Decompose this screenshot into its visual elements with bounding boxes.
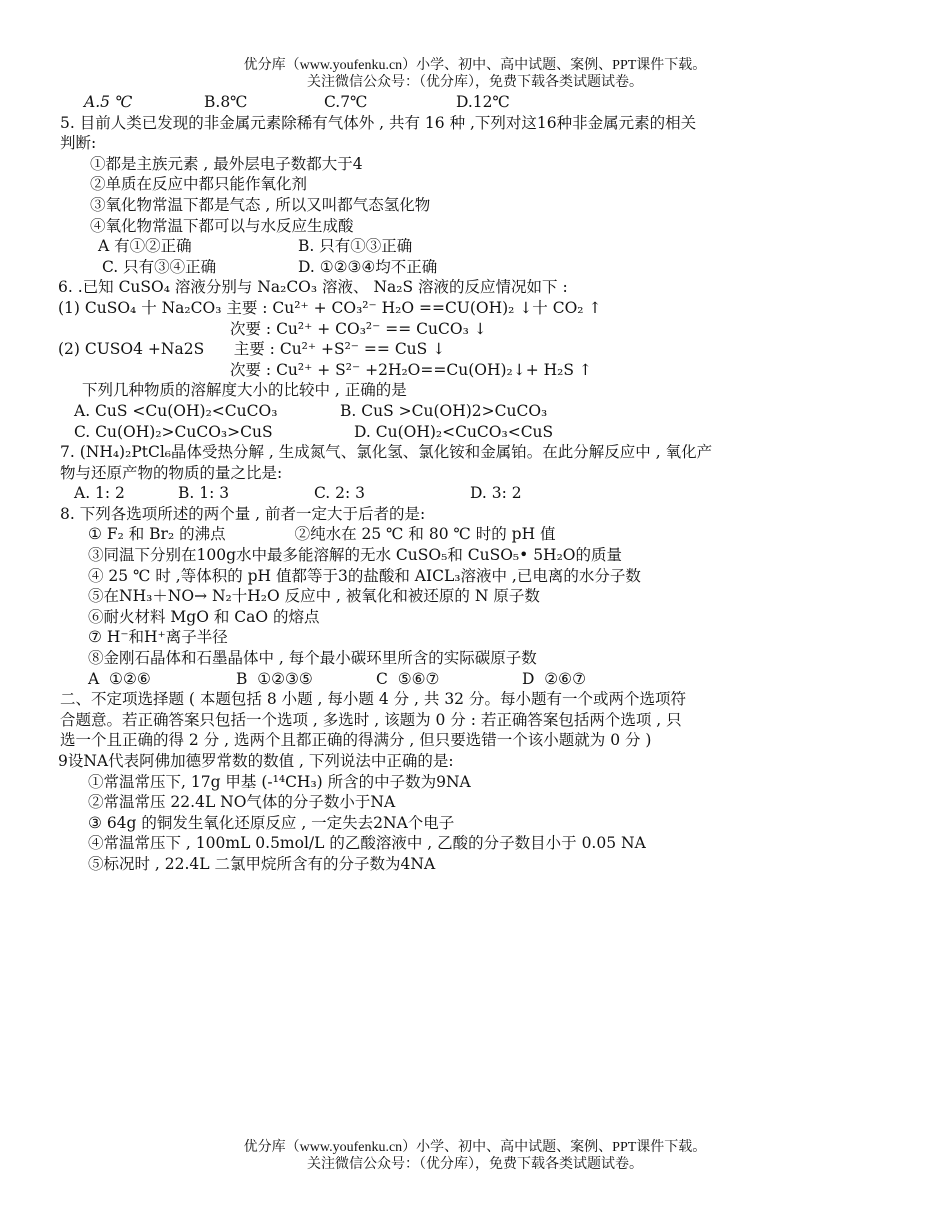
q8-option-b: B ①②③⑤ (236, 669, 313, 688)
q5-options-row-1 (60, 236, 890, 257)
q6-option-d: D. Cu(OH)₂<CuCO₃<CuS (354, 422, 554, 441)
q4-option-b: B.8℃ (204, 93, 248, 111)
footer-line-1: 优分库（www.youfenku.cn）小学、初中、高中试题、案例、PPT课件下载。 (243, 1140, 707, 1155)
q5-item-1: ①都是主族元素 , 最外层电子数都大于4 (90, 154, 363, 173)
q5-stem-line-1: 5. 目前人类已发现的非金属元素除稀有气体外 , 共有 16 种 ,下列对这16种非金属元素的相关 (60, 113, 697, 132)
q8-item-3: ③同温下分别在100g水中最多能溶解的无水 CuSO₅和 CuSO₅• 5H₂O的质量 (88, 546, 622, 565)
footer-line-2: 关注微信公众号：（优分库），免费下载各类试题试卷。 (307, 1157, 643, 1172)
q5-item-2: ②单质在反应中都只能作氧化剂 (90, 175, 308, 194)
q4-option-d: D.12℃ (456, 93, 510, 111)
q4-option-a: A.5 ℃ (84, 93, 133, 111)
page-header (0, 57, 950, 91)
q7-options (60, 483, 890, 504)
q9-item-5: ⑤标况时 , 22.4L 二氯甲烷所含有的分子数为4NA (88, 854, 436, 873)
q5-option-b: B. 只有①③正确 (298, 237, 413, 256)
header-line-2: 关注微信公众号：（优分库），免费下载各类试题试卷。 (307, 75, 643, 90)
q8-item-5: ⑤在NH₃＋NO→ N₂十H₂O 反应中 , 被氧化和被还原的 N 原子数 (88, 587, 540, 606)
q8-item-6: ⑥耐火材料 MgO 和 CaO 的熔点 (88, 607, 320, 626)
q8-options (60, 669, 890, 690)
q8-option-d: D ②⑥⑦ (522, 669, 586, 688)
q8-stem: 8. 下列各选项所述的两个量 , 前者一定大于后者的是: (60, 504, 426, 523)
q6-stem: 6. .已知 CuSO₄ 溶液分别与 Na₂CO₃ 溶液、 Na₂S 溶液的反应情况如下 : (58, 278, 568, 297)
q6-option-a: A. CuS <Cu(OH)₂<CuCO₃ (74, 401, 278, 420)
q4-options (60, 92, 890, 113)
q7-stem-line-1: 7. (NH₄)₂PtCl₆晶体受热分解 , 生成氮气、氯化氢、氯化铵和金属铂。在此分解反应中 , 氧化产 (60, 443, 713, 462)
q7-option-d: D. 3: 2 (470, 484, 522, 503)
q6-option-c: C. Cu(OH)₂>CuCO₃>CuS (74, 422, 273, 441)
q5-option-c: C. 只有③④正确 (102, 257, 217, 276)
q6-reaction-2-main: (2) CUSO4 +Na2S 主要 : Cu²⁺ +S²⁻ == CuS ↓ (58, 340, 446, 359)
section-2-heading-line-1: 二、不定项选择题 ( 本题包括 8 小题 , 每小题 4 分 , 共 32 分。每小题有一个或两个选项符 (60, 690, 686, 709)
q5-stem-line-2: 判断: (60, 134, 97, 153)
q8-item-8: ⑧金刚石晶体和石墨晶体中 , 每个最小碳环里所含的实际碳原子数 (88, 649, 537, 668)
q9-item-4: ④常温常压下 , 100mL 0.5mol/L 的乙酸溶液中 , 乙酸的分子数目小于 0.05 NA (88, 834, 646, 853)
q8-item-7: ⑦ H⁻和H⁺离子半径 (88, 628, 228, 647)
q9-item-3: ③ 64g 的铜发生氧化还原反应 , 一定失去2NA个电子 (88, 813, 455, 832)
q7-stem-line-2: 物与还原产物的物质的量之比是: (60, 463, 283, 482)
q8-option-a: A ①②⑥ (88, 669, 151, 688)
q5-option-d: D. ①②③④均不正确 (298, 257, 438, 276)
q9-item-1: ①常温常压下, 17g 甲基 (-¹⁴CH₃) 所含的中子数为9NA (88, 772, 471, 791)
q6-options-row-1 (60, 401, 890, 422)
q8-item-1-2: ① F₂ 和 Br₂ 的沸点 ②纯水在 25 ℃ 和 80 ℃ 时的 pH 值 (88, 525, 556, 544)
section-2-heading-line-2: 合题意。若正确答案只包括一个选项 , 多选时 , 该题为 0 分 : 若正确答案包括两个选项 , 只 (60, 710, 682, 729)
document-body (60, 92, 890, 875)
q6-reaction-1-main: (1) CuSO₄ 十 Na₂CO₃ 主要 : Cu²⁺ + CO₃²⁻ H₂O ==CU(OH)₂ ↓十 CO₂ ↑ (58, 298, 602, 317)
header-line-1: 优分库（www.youfenku.cn）小学、初中、高中试题、案例、PPT课件下载。 (243, 58, 707, 73)
q7-option-b: B. 1: 3 (178, 484, 230, 503)
q5-option-a: A 有①②正确 (98, 237, 192, 256)
q5-item-4: ④氧化物常温下都可以与水反应生成酸 (90, 216, 354, 235)
page-footer (0, 1139, 950, 1173)
q4-option-c: C.7℃ (324, 93, 368, 111)
q9-item-2: ②常温常压 22.4L NO气体的分子数小于NA (88, 793, 396, 812)
q8-option-c: C ⑤⑥⑦ (376, 669, 440, 688)
q6-reaction-2-minor: 次要 : Cu²⁺ + S²⁻ +2H₂O==Cu(OH)₂↓+ H₂S ↑ (230, 360, 592, 379)
q7-option-a: A. 1: 2 (74, 484, 125, 503)
q9-stem: 9设NA代表阿佛加德罗常数的数值 , 下列说法中正确的是: (58, 752, 454, 770)
q8-item-4: ④ 25 ℃ 时 ,等体积的 pH 值都等于3的盐酸和 AICL₃溶液中 ,已电离的水分子数 (88, 566, 641, 585)
q6-options-row-2 (60, 422, 890, 443)
q6-question: 下列几种物质的溶解度大小的比较中 , 正确的是 (82, 381, 407, 400)
q6-reaction-1-minor: 次要 : Cu²⁺ + CO₃²⁻ == CuCO₃ ↓ (230, 319, 487, 338)
q5-item-3: ③氧化物常温下都是气态 , 所以又叫都气态氢化物 (90, 195, 431, 214)
q5-options-row-2 (60, 257, 890, 278)
q7-option-c: C. 2: 3 (314, 484, 366, 503)
section-2-heading-line-3: 选一个且正确的得 2 分 , 选两个且都正确的得满分 , 但只要选错一个该小题就为 0 分 ) (60, 731, 652, 750)
q6-option-b: B. CuS >Cu(OH)2>CuCO₃ (340, 401, 548, 420)
